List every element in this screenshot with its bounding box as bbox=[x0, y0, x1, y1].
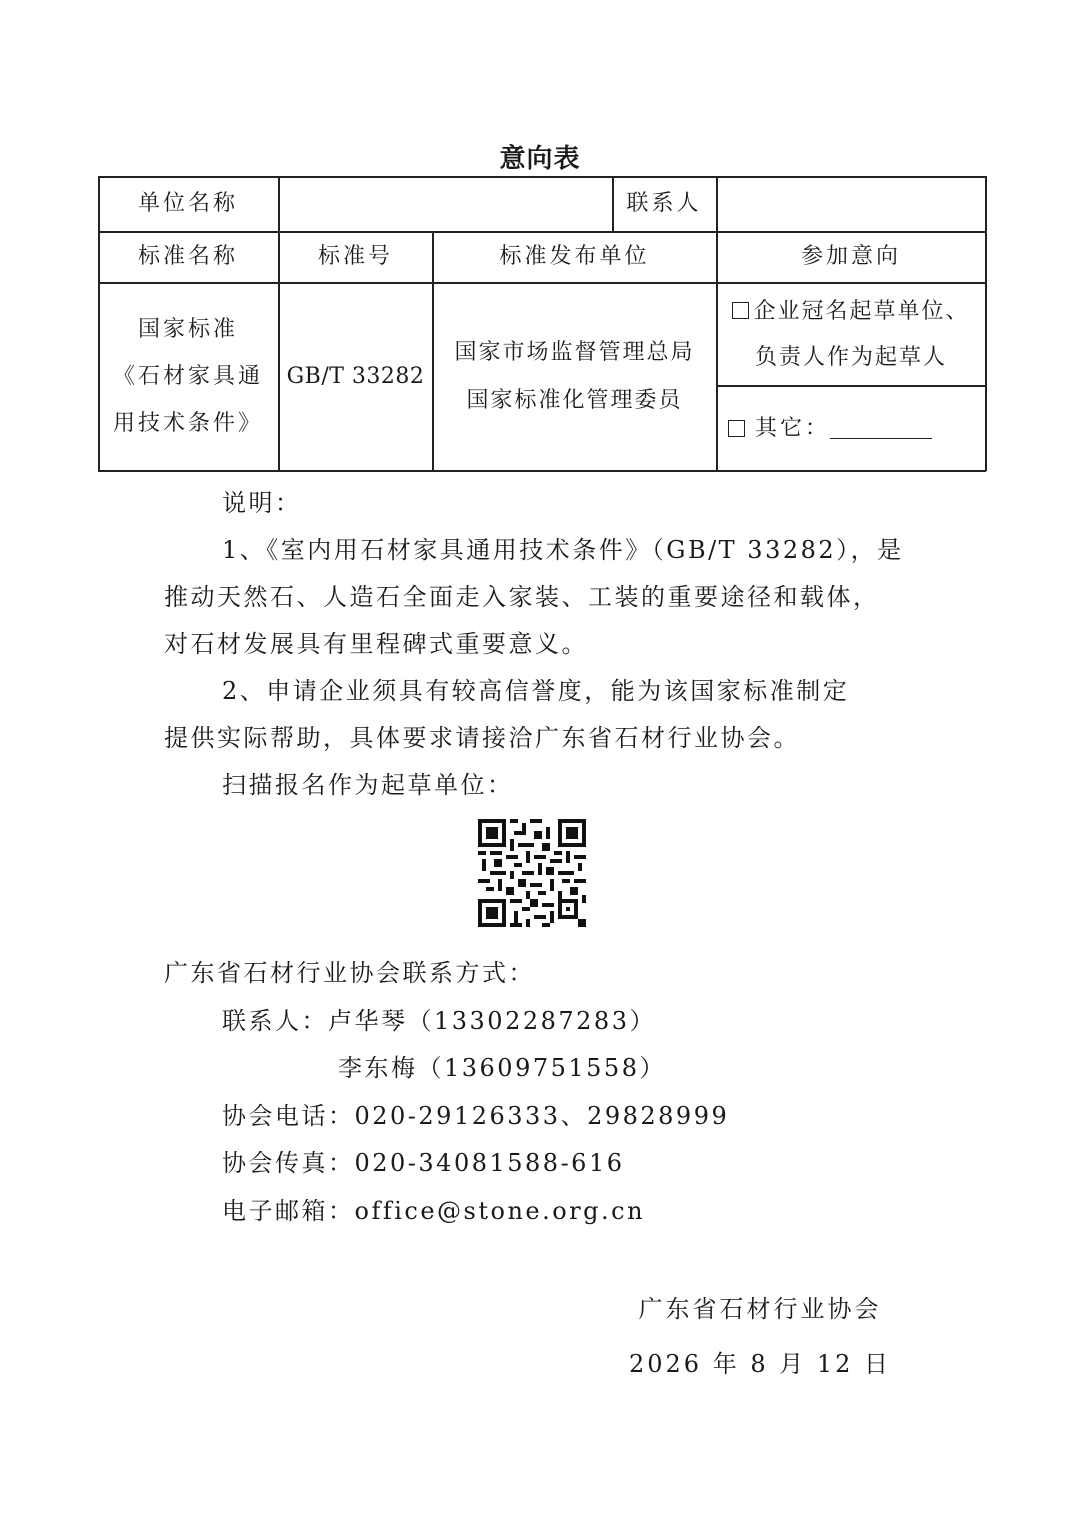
note-line: 提供实际帮助，具体要求请接洽广东省石材行业协会。 bbox=[164, 724, 800, 752]
option-other[interactable] bbox=[728, 387, 985, 470]
note-line: 2、申请企业须具有较高信誉度，能为该国家标准制定 bbox=[222, 677, 850, 705]
contact-person-1: 联系人：卢华琴（13302287283） bbox=[222, 1006, 656, 1035]
checkbox-icon[interactable] bbox=[728, 420, 745, 437]
intent-table bbox=[98, 176, 986, 471]
option-other-label: 其它： bbox=[755, 415, 831, 441]
unit-name-label: 单位名称 bbox=[137, 191, 238, 216]
note-line: 推动天然石、人造石全面走入家装、工装的重要途径和载体， bbox=[164, 583, 880, 611]
standard-no-cell: GB/T 33282 bbox=[286, 363, 425, 389]
publisher-cell bbox=[433, 283, 716, 470]
note-line: 1、《室内用石材家具通用技术条件》（GB/T 33282），是 bbox=[222, 536, 904, 564]
header-intention: 参加意向 bbox=[800, 244, 901, 269]
contact-heading: 广东省石材行业协会联系方式： bbox=[164, 959, 535, 987]
association-fax: 协会传真：020-34081588-616 bbox=[222, 1149, 625, 1177]
publisher-line: 国家标准化管理委员 bbox=[466, 387, 683, 413]
unit-name-field[interactable] bbox=[279, 176, 612, 232]
signature-org: 广东省石材行业协会 bbox=[638, 1295, 882, 1323]
header-publisher: 标准发布单位 bbox=[499, 244, 650, 269]
scan-instruction: 扫描报名作为起草单位： bbox=[222, 771, 514, 799]
option-cosponsor-line1: 企业冠名起草单位、 bbox=[753, 298, 970, 324]
standard-name-line: 《石材家具通 bbox=[112, 364, 263, 389]
standard-name-cell bbox=[98, 283, 278, 470]
standard-name-line: 国家标准 bbox=[137, 317, 238, 342]
contact-person-field[interactable] bbox=[717, 176, 985, 232]
header-standard-name: 标准名称 bbox=[137, 244, 238, 269]
other-blank-field[interactable] bbox=[830, 418, 932, 439]
standard-name-line: 用技术条件》 bbox=[112, 411, 263, 436]
notes-heading: 说明： bbox=[222, 489, 302, 517]
qr-code-icon[interactable] bbox=[478, 819, 586, 927]
association-phone: 协会电话：020-29126333、29828999 bbox=[222, 1101, 730, 1130]
option-cosponsor[interactable] bbox=[717, 283, 985, 386]
signature-block bbox=[600, 1282, 920, 1392]
page-title: 意向表 bbox=[499, 144, 581, 174]
note-line: 对石材发展具有里程碑式重要意义。 bbox=[164, 630, 588, 658]
checkbox-icon[interactable] bbox=[732, 302, 749, 319]
option-cosponsor-line2: 负责人作为起草人 bbox=[754, 344, 947, 370]
notes-section bbox=[164, 480, 944, 809]
contact-person-2: 李东梅（13609751558） bbox=[338, 1054, 666, 1082]
contact-person-label: 联系人 bbox=[626, 191, 702, 216]
association-email[interactable]: 电子邮箱：office@stone.org.cn bbox=[222, 1196, 646, 1225]
publisher-line: 国家市场监督管理总局 bbox=[454, 339, 695, 365]
contact-section bbox=[164, 950, 924, 1235]
signature-date: 2026 年 8 月 12 日 bbox=[628, 1350, 892, 1378]
header-standard-no: 标准号 bbox=[317, 244, 393, 269]
